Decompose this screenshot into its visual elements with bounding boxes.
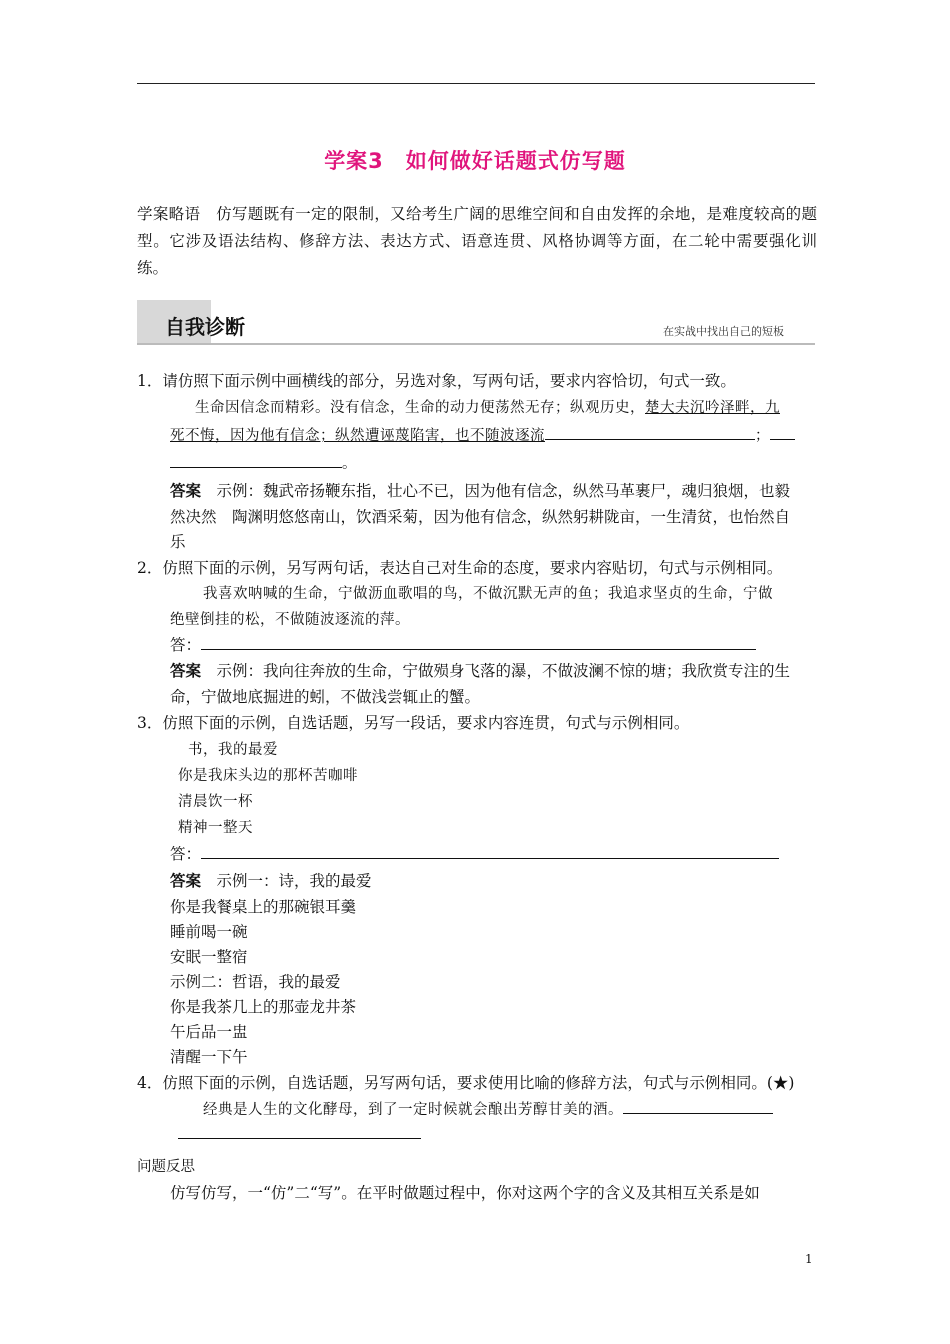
q3-answer-blank[interactable] — [201, 844, 779, 859]
q4-answer-blank-2[interactable] — [178, 1124, 421, 1139]
q3-answer-label: 答案 — [170, 872, 202, 890]
q1-answer-blank-3[interactable] — [170, 453, 342, 468]
q2-answer-line1 — [170, 659, 790, 681]
q1-period: 。 — [342, 456, 357, 472]
q3-answer-line — [170, 869, 372, 891]
q3-answer-line: 你是我茶几上的那壶龙井茶 — [170, 998, 357, 1016]
q2-answer-blank[interactable] — [201, 635, 756, 650]
q2-example-line2: 绝壁倒挂的松，不做随波逐流的萍。 — [170, 612, 410, 628]
top-rule — [137, 83, 815, 84]
section-subtitle: 在实战中找出自己的短板 — [663, 325, 784, 338]
q1-example-line3 — [170, 452, 357, 473]
q3-answer-prompt: 答： — [170, 845, 202, 863]
q3-example-line: 你是我床头边的那杯苦咖啡 — [178, 768, 358, 784]
q3-answer-line: 清醒一下午 — [170, 1048, 248, 1066]
q3-answer-line: 你是我餐桌上的那碗银耳羹 — [170, 898, 357, 916]
q2-example-line1: 我喜欢呐喊的生命，宁做沥血歌唱的鸟，不做沉默无声的鱼；我追求坚贞的生命，宁做 — [203, 586, 773, 602]
q4-example: 经典是人生的文化酵母，到了一定时候就会酿出芳醇甘美的酒。 — [203, 1102, 623, 1118]
q2-answer-prompt: 答： — [170, 636, 202, 654]
reflection-text: 仿写仿写，一“仿”二“写”。在平时做题过程中，你对这两个字的含义及其相互关系是如 — [170, 1184, 760, 1202]
intro-paragraph — [137, 201, 817, 282]
q3-answer-line: 睡前喝一碗 — [170, 923, 248, 941]
q3-answer-first: 示例一：诗，我的最爱 — [216, 872, 372, 890]
q3-example-line: 书，我的最爱 — [188, 742, 278, 758]
q4-answer-row-2 — [178, 1124, 421, 1143]
q1-answer-line1 — [170, 479, 790, 501]
q3-example-line: 清晨饮一杯 — [178, 794, 253, 810]
section-underline — [137, 343, 815, 345]
section-title: 自我诊断 — [165, 315, 245, 339]
q3-answer-line: 午后品一盅 — [170, 1023, 248, 1041]
q2-answer-row — [170, 633, 756, 655]
intro-text: 仿写题既有一定的限制，又给考生广阔的思维空间和自由发挥的余地，是难度较高的题型。它涉及语法结构、修辞方法、表达方式、语意连贯、风格协调等方面，在二轮中需要强化训练。 — [137, 205, 817, 277]
q3-answer-line: 示例二：哲语，我的最爱 — [170, 973, 341, 991]
q1-example-underlined-1: 楚大夫沉吟泽畔，九 — [645, 400, 780, 416]
q3-answer-line: 安眠一整宿 — [170, 948, 248, 966]
q4-prompt: 4．仿照下面的示例，自选话题，另写两句话，要求使用比喻的修辞方法，句式与示例相同。(★) — [137, 1074, 795, 1092]
q1-example-line2 — [170, 424, 795, 445]
q2-answer-line2: 命，宁做地底掘进的蚓，不做浅尝辄止的蟹。 — [170, 688, 481, 706]
q4-answer-blank-1[interactable] — [623, 1099, 773, 1114]
page-number: 1 — [805, 1252, 813, 1266]
q1-example-line1 — [195, 396, 780, 417]
q1-answer-label: 答案 — [170, 482, 202, 500]
q4-example-row — [203, 1098, 773, 1119]
q1-answer-line2: 然决然 陶渊明悠悠南山，饮酒采菊，因为他有信念，纵然躬耕陇亩，一生清贫，也怡然自 — [170, 508, 791, 526]
intro-label: 学案略语 — [137, 205, 201, 223]
q3-answer-row — [170, 842, 779, 864]
q2-answer-text-1: 示例：我向往奔放的生命，宁做殒身飞落的瀑，不做波澜不惊的塘；我欣赏专注的生 — [216, 662, 791, 680]
q2-answer-label: 答案 — [170, 662, 202, 680]
q1-answer-line3: 乐 — [170, 533, 186, 551]
reflection-heading: 问题反思 — [137, 1159, 195, 1175]
q2-prompt: 2．仿照下面的示例，另写两句话，表达自己对生命的态度，要求内容贴切，句式与示例相同。 — [137, 559, 783, 577]
q3-example-line: 精神一整天 — [178, 820, 253, 836]
q1-semicolon: ； — [755, 428, 770, 444]
q1-answer-text-1: 示例：魏武帝扬鞭东指，壮心不已，因为他有信念，纵然马革裹尸，魂归狼烟，也毅 — [216, 482, 791, 500]
page-title: 学案3 如何做好话题式仿写题 — [324, 149, 626, 173]
q1-example-underlined-2: 死不悔，因为他有信念；纵然遭诬蔑陷害，也不随波逐流 — [170, 428, 545, 444]
q1-prompt: 1．请仿照下面示例中画横线的部分，另选对象，写两句话，要求内容恰切，句式一致。 — [137, 372, 736, 390]
q3-prompt: 3．仿照下面的示例，自选话题，另写一段话，要求内容连贯，句式与示例相同。 — [137, 714, 690, 732]
q1-answer-blank-1[interactable] — [545, 425, 755, 440]
q1-answer-blank-2[interactable] — [770, 425, 795, 440]
q1-example-text: 生命因信念而精彩。没有信念，生命的动力便荡然无存；纵观历史， — [195, 400, 645, 416]
